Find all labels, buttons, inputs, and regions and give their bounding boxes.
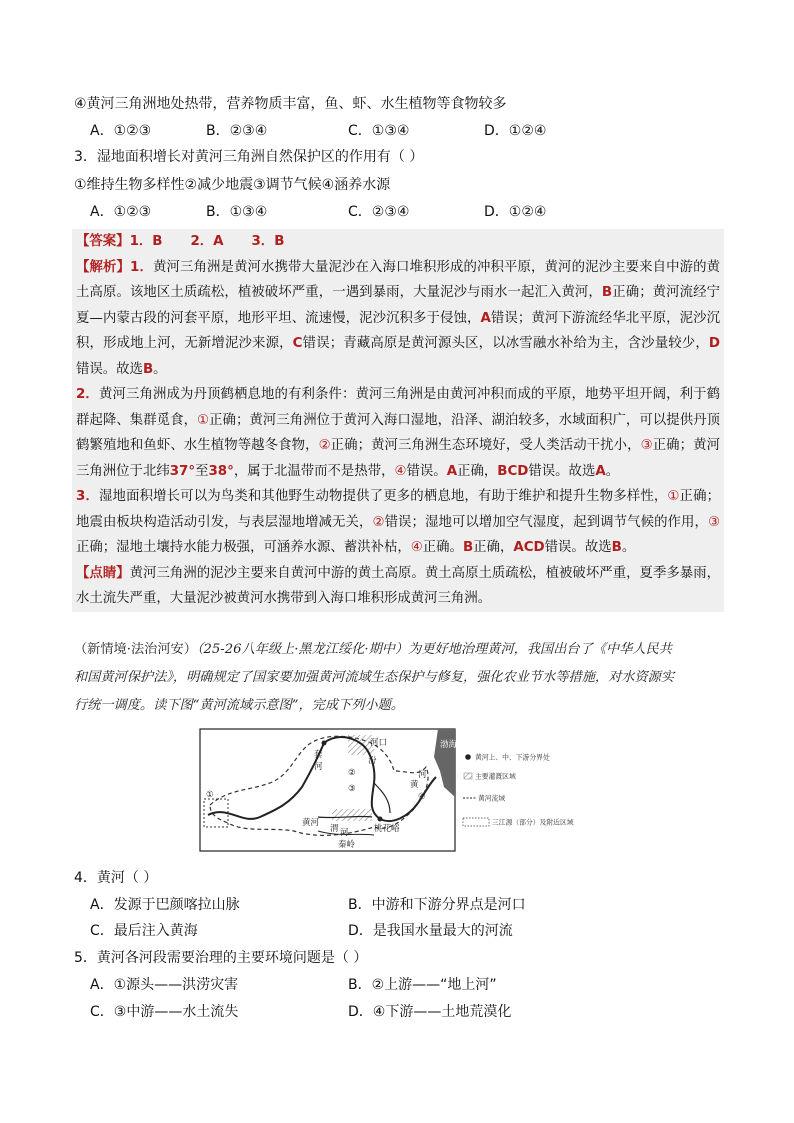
legend-hatch-icon <box>464 773 472 779</box>
q4-option-c[interactable]: C．最后注入黄海 <box>90 923 198 939</box>
map-label-qinling: 秦岭 <box>338 840 356 850</box>
q2-option-b[interactable]: B．②③④ <box>206 123 268 139</box>
map-label-he-left: 河 <box>314 762 323 772</box>
q4-option-d[interactable]: D．是我国水量最大的河流 <box>348 923 513 939</box>
map-label-huang: 黄 <box>410 780 419 790</box>
map-label-n3: ③ <box>348 784 356 794</box>
analysis-para-1: 【解析】1．黄河三角洲是黄河水携带大量泥沙在入海口堆积形成的冲积平原，黄河的泥沙主要来自中游的黄土高原。该地区土质疏松，植被破坏严重，一遇到暴雨，大量泥沙与雨水一起汇入黄河，B正确；黄河流经宁夏—内蒙古段的河套平原，地形平坦、流速慢，泥沙沉积多于侵蚀，A错误；黄河下游流经华北平原，泥沙沉积，形成地上河，无新增泥沙来源，C错误；青藏高原是黄河源头区，以冰雪融水补给为主，含沙量较少，D错误。故选B。 <box>76 259 721 377</box>
q3-option-d[interactable]: D．①②④ <box>484 204 547 220</box>
answer-block <box>72 229 724 612</box>
tip-label: 【点睛】 <box>76 565 130 581</box>
answer-label: 【答案】 <box>76 234 130 249</box>
map-label-n1: ① <box>206 790 214 800</box>
q5-option-a[interactable]: A．①源头——洪涝灾害 <box>90 977 239 993</box>
map-label-taoh: 套 <box>314 750 323 760</box>
map-label-bohai: 渤海 <box>440 740 458 750</box>
q5-option-d[interactable]: D．④下游——土地荒漠化 <box>348 1004 512 1020</box>
analysis-para-3: 3．湿地面积增长可以为鸟类和其他野生动物提供了更多的栖息地，有助于维护和提升生物多样性，①正确；地震由板块构造活动引发，与表层湿地增减无关，②错误；湿地可以增加空气湿度，起到调节气候的作用，③正确；湿地土壤持水能力极强，可涵养水源、蓄洪补枯，④正确。B正确，ACD错误。故选B。 <box>76 489 721 555</box>
map-label-n4: ④ <box>418 792 426 802</box>
q3-option-a[interactable]: A．①②③ <box>90 204 152 220</box>
map-label-weihe2: 河 <box>340 828 349 838</box>
legend-item-4: 三江源（部分）及附近区域 <box>492 818 574 827</box>
analysis-para-2: 2．黄河三角洲成为丹顶鹤栖息地的有利条件：黄河三角洲是由黄河冲积而成的平原，地势平坦开阔，利于鹤群起降、集群觅食，①正确；黄河三角洲位于黄河入海口湿地，沿泽、湖泊较多，水域面积广，可以提供丹顶鹤繁殖地和鱼虾、水生植物等越冬食物，②正确；黄河三角洲生态环境好，受人类活动干扰小，③正确；黄河三角洲位于北纬37°至38°，属于北温带而不是热带，④错误。A正确，BCD错误。故选A。 <box>76 387 721 479</box>
map-label-he: 河 <box>418 770 427 780</box>
irrigation-area-weihe <box>332 809 372 821</box>
analysis-label: 【解析】 <box>76 259 131 275</box>
division-point-taohuayu <box>378 817 383 822</box>
legend-box-icon <box>463 818 489 826</box>
q3-items: ①维持生物多样性②减少地震③调节气候④涵养水源 <box>74 177 391 193</box>
context-line-1: （新情境·法治河安）（25-26八年级上·黑龙江绥化·期中）为更好地治理黄河，我国出台了《中华人民共 <box>74 642 672 657</box>
map-label-weihe1: 渭 <box>330 824 339 834</box>
context-passage <box>74 636 724 720</box>
q5-option-c[interactable]: C．③中游——水土流失 <box>90 1004 239 1020</box>
legend-item-1: 黄河上、中、下游分界处 <box>475 753 550 762</box>
context-line-2: 和国黄河保护法》，明确规定了国家要加强黄河流域生态保护与修复，强化农业节水等措施，对水资源实 <box>74 670 675 685</box>
answer-line <box>72 229 724 255</box>
q4-stem: 4．黄河（ ） <box>74 870 158 886</box>
map-label-n2: ② <box>348 768 356 778</box>
legend-item-2: 主要灌溉区域 <box>475 772 516 781</box>
legend-dot-icon <box>465 754 471 760</box>
map-label-huanghe-mid: 黄河 <box>302 818 320 828</box>
map-legend <box>463 753 574 827</box>
q5-stem: 5．黄河各河段需要治理的主要环境问题是（ ） <box>74 950 368 966</box>
q4-option-b[interactable]: B．中游和下游分界点是河口 <box>348 897 526 913</box>
answer-values: 1．B 2．A 3．B <box>129 234 285 249</box>
q2-option-d[interactable]: D．①②④ <box>484 123 547 139</box>
map-label-fen: 汾 <box>368 756 377 766</box>
context-line-3: 行统一调度。读下图“黄河流域示意图”，完成下列小题。 <box>74 698 404 713</box>
map-label-hekou: 河口 <box>370 738 388 748</box>
q5-option-b[interactable]: B．②上游——“地上河” <box>348 977 497 993</box>
q2-option-c[interactable]: C．①③④ <box>348 123 410 139</box>
legend-item-3: 黄河流域 <box>478 794 506 803</box>
tip-para: 【点睛】黄河三角洲的泥沙主要来自黄河中游的黄土高原。黄土高原土质疏松，植被破坏严重，夏季多暴雨，水土流失严重，大量泥沙被黄河水携带到入海口堆积形成黄河三角洲。 <box>76 565 720 606</box>
division-point-hekou <box>322 741 327 746</box>
q2-option-a[interactable]: A．①②③ <box>90 123 152 139</box>
q4-option-a[interactable]: A．发源于巴颜喀拉山脉 <box>90 897 240 913</box>
yellow-river-basin-map <box>198 727 604 854</box>
q2-item-4: ④黄河三角洲地处热带，营养物质丰富，鱼、虾、水生植物等食物较多 <box>74 96 507 112</box>
q3-option-b[interactable]: B．①③④ <box>206 204 268 220</box>
q3-option-c[interactable]: C．②③④ <box>348 204 410 220</box>
map-label-taohuayu: 桃花峪 <box>374 824 400 834</box>
q3-stem: 3．湿地面积增长对黄河三角洲自然保护区的作用有（ ） <box>74 149 424 165</box>
